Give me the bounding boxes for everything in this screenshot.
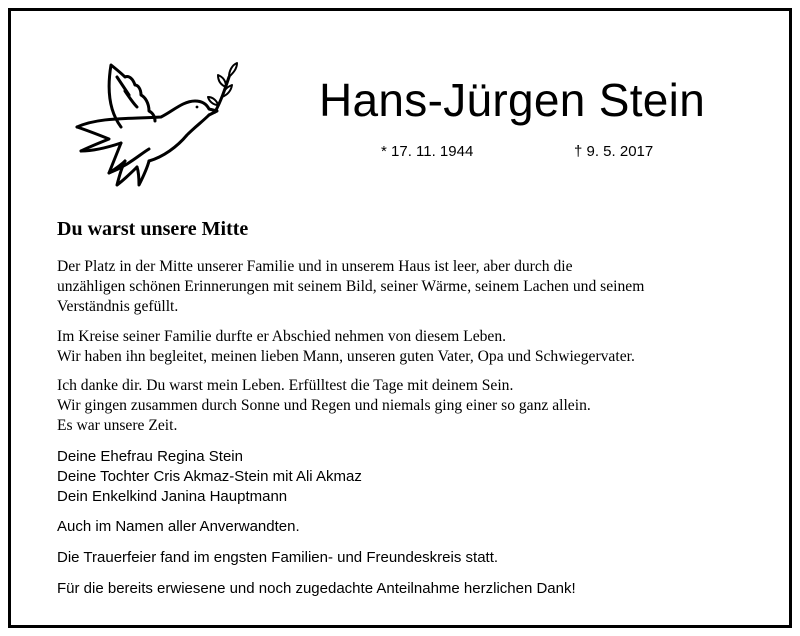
paragraph-line: Wir gingen zusammen durch Sonne und Regen und niemals ging einer so ganz allein.: [57, 397, 591, 414]
paragraph-dedication: [57, 376, 591, 436]
mourner-entry: Deine Tochter Cris Akmaz-Stein mit Ali Akmaz: [57, 468, 362, 485]
obituary-notice: [8, 8, 792, 628]
paragraph-line: unzähligen schönen Erinnerungen mit seinem Bild, seiner Wärme, seinem Lachen und seinem: [57, 278, 645, 295]
funeral-line: Die Trauerfeier fand im engsten Familien- und Freundeskreis statt.: [57, 549, 499, 566]
relatives-line: Auch im Namen aller Anverwandten.: [57, 518, 300, 535]
thanks-line: Für die bereits erwiesene und noch zugedachte Anteilnahme herzlichen Dank!: [57, 580, 576, 597]
birth-date: * 17. 11. 1944: [381, 143, 474, 160]
paragraph-memories: [57, 257, 644, 317]
paragraph-line: Verständnis gefüllt.: [57, 298, 179, 315]
mourners-list: [57, 447, 362, 507]
paragraph-line: Ich danke dir. Du warst mein Leben. Erfülltest die Tage mit deinem Sein.: [57, 377, 514, 394]
notice-heading: Du warst unsere Mitte: [57, 218, 249, 240]
dove-icon: [69, 55, 244, 195]
paragraph-line: Im Kreise seiner Familie durfte er Abschied nehmen von diesem Leben.: [57, 328, 507, 345]
death-date: † 9. 5. 2017: [574, 143, 654, 160]
mourner-entry: Dein Enkelkind Janina Hauptmann: [57, 488, 288, 505]
paragraph-farewell: [57, 327, 635, 367]
paragraph-line: Wir haben ihn begleitet, meinen lieben Mann, unseren guten Vater, Opa und Schwiegervater.: [57, 348, 635, 365]
deceased-name: Hans-Jürgen Stein: [319, 74, 706, 126]
mourner-entry: Deine Ehefrau Regina Stein: [57, 448, 243, 465]
paragraph-line: Der Platz in der Mitte unserer Familie und in unserem Haus ist leer, aber durch die: [57, 258, 573, 275]
paragraph-line: Es war unsere Zeit.: [57, 417, 178, 434]
